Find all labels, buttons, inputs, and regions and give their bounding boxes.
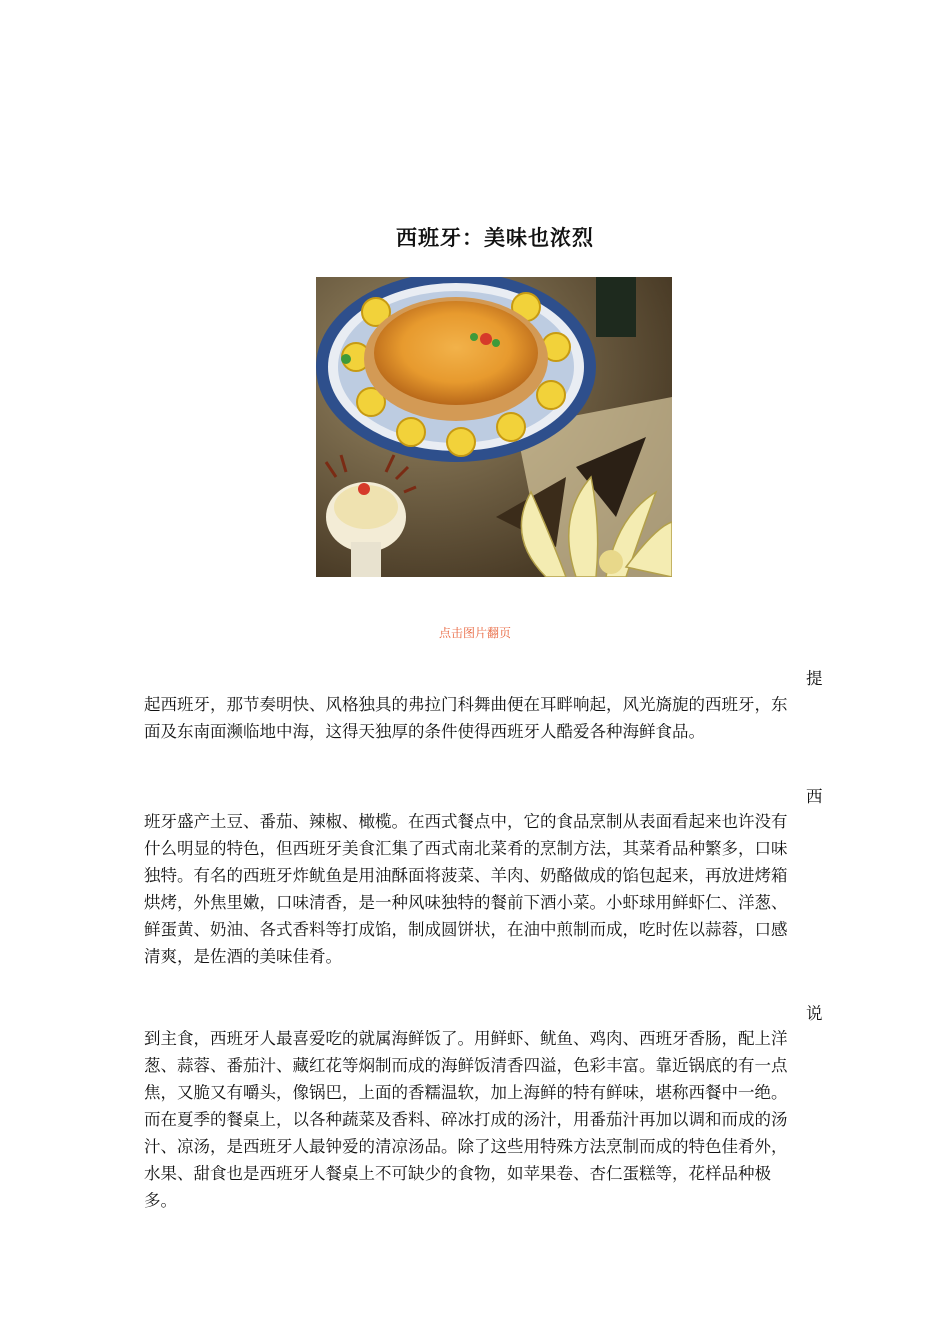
article-title: 西班牙：美味也浓烈 xyxy=(396,225,594,250)
photo-caption-link[interactable]: 点击图片翻页 xyxy=(438,626,511,640)
paragraph-initial: 说 xyxy=(806,1004,823,1023)
body-paragraph: 到主食，西班牙人最喜爱吃的就属海鲜饭了。用鲜虾、鱿鱼、鸡肉、西班牙香肠，配上洋葱、蒜蓉、番茄汁、藏红花等焖制而成的海鲜饭清香四溢，色彩丰富。靠近锅底的有一点焦，又脆又有嚼头，像锅巴，上面的香糯温软，加上海鲜的特有鲜味，堪称西餐中一绝。而在夏季的餐桌上，以各种蔬菜及香料、碎冰打成的汤汁，用番茄汁再加以调和而成的汤汁、凉汤，是西班牙人最钟爱的清凉汤品。除了这些用特殊方法烹制而成的特色佳肴外，水果、甜食也是西班牙人餐桌上不可缺少的食物，如苹果卷、杏仁蛋糕等，花样品种极多。 xyxy=(144,1029,788,1210)
paragraph-initial: 西 xyxy=(806,787,823,806)
body-paragraph: 起西班牙，那节奏明快、风格独具的弗拉门科舞曲便在耳畔响起，风光旖旎的西班牙，东面及东南面濒临地中海，这得天独厚的条件使得西班牙人酷爱各种海鲜食品。 xyxy=(144,695,788,741)
food-photo[interactable] xyxy=(316,277,672,577)
body-paragraph: 班牙盛产土豆、番茄、辣椒、橄榄。在西式餐点中，它的食品烹制从表面看起来也许没有什么明显的特色，但西班牙美食汇集了西式南北菜肴的烹制方法，其菜肴品种繁多，口味独特。有名的西班牙炸鱿鱼是用油酥面将菠菜、羊肉、奶酪做成的馅包起来，再放进烤箱烘烤，外焦里嫩，口味清香，是一种风味独特的餐前下酒小菜。小虾球用鲜虾仁、洋葱、鲜蛋黄、奶油、各式香料等打成馅，制成圆饼状，在油中煎制而成，吃时佐以蒜蓉，口感清爽，是佐酒的美味佳肴。 xyxy=(144,812,788,966)
paragraph-initial: 提 xyxy=(806,669,823,688)
